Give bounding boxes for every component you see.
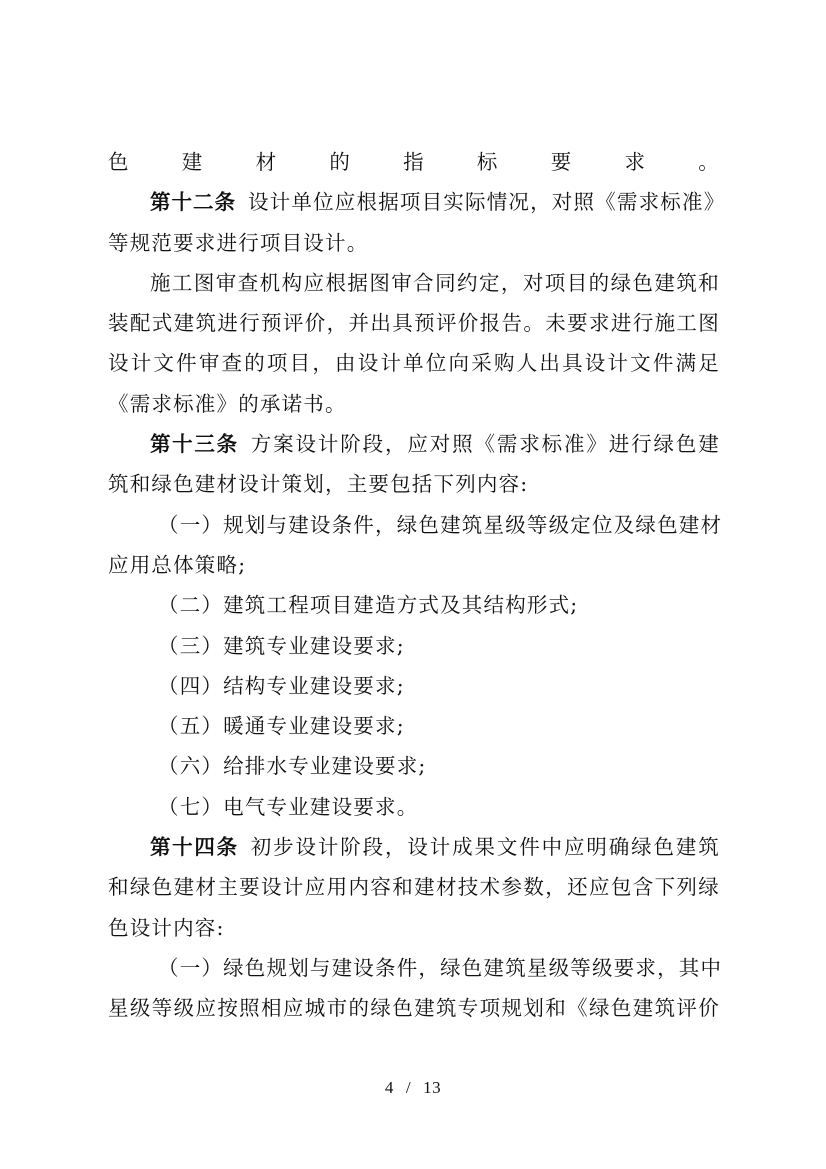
line-text: 星级等级应按照相应城市的绿色建筑专项规划和《绿色建筑评价 xyxy=(108,996,720,1021)
list-item xyxy=(108,787,720,827)
line-text: （六）给排水专业建设要求; xyxy=(158,754,427,779)
article-13-heading-line xyxy=(108,424,720,464)
line-text: 方案设计阶段，应对照《需求标准》进行绿色建 xyxy=(250,432,720,457)
line-text: 色建材的指标要求。 xyxy=(108,150,720,174)
text-line xyxy=(108,908,720,948)
line-text: （五）暖通专业建设要求; xyxy=(158,714,405,739)
line-text: 筑和绿色建材设计策划，主要包括下列内容: xyxy=(108,472,529,497)
paragraph-start-line xyxy=(108,263,720,303)
text-line xyxy=(108,303,720,343)
line-text: 《需求标准》的承诺书。 xyxy=(108,391,347,416)
text-line xyxy=(108,223,720,263)
list-item xyxy=(108,505,723,545)
list-item xyxy=(108,666,720,706)
list-item xyxy=(108,948,723,988)
line-text: 等规范要求进行项目设计。 xyxy=(108,230,369,255)
list-item xyxy=(108,626,720,666)
text-line xyxy=(108,343,720,383)
line-text: 和绿色建材主要设计应用内容和建材技术参数，还应包含下列绿 xyxy=(108,875,720,900)
text-line xyxy=(108,545,720,585)
line-text: 设计文件审查的项目，由设计单位向采购人出具设计文件满足 xyxy=(108,351,720,376)
line-text: （七）电气专业建设要求。 xyxy=(158,794,419,819)
list-item xyxy=(108,706,720,746)
page-separator: / xyxy=(405,1078,412,1097)
line-text: 应用总体策略; xyxy=(108,552,247,577)
line-text: 初步设计阶段，设计成果文件中应明确绿色建筑 xyxy=(250,835,720,860)
text-line xyxy=(108,142,720,182)
line-text: （三）建筑专业建设要求; xyxy=(158,633,405,658)
article-14-heading-line xyxy=(108,827,720,867)
article-number: 第十二条 xyxy=(150,190,236,215)
line-text: 装配式建筑进行预评价，并出具预评价报告。未要求进行施工图 xyxy=(108,311,720,336)
line-text: 色设计内容: xyxy=(108,915,225,940)
list-item xyxy=(108,746,720,786)
text-line xyxy=(108,384,720,424)
list-item xyxy=(108,585,720,625)
article-number: 第十四条 xyxy=(150,835,239,860)
page-number-footer xyxy=(0,1078,826,1098)
article-12-heading-line xyxy=(108,182,726,222)
line-text: （一）绿色规划与建设条件，绿色建筑星级等级要求，其中 xyxy=(158,955,723,980)
text-line xyxy=(108,988,720,1028)
line-text: （四）结构专业建设要求; xyxy=(158,673,405,698)
line-text: 设计单位应根据项目实际情况，对照《需求标准》 xyxy=(248,190,726,215)
line-text: （一）规划与建设条件，绿色建筑星级等级定位及绿色建材 xyxy=(158,512,723,537)
line-text: 施工图审查机构应根据图审合同约定，对项目的绿色建筑和 xyxy=(150,270,720,295)
line-text: （二）建筑工程项目建造方式及其结构形式; xyxy=(158,593,579,618)
text-line xyxy=(108,867,720,907)
document-body xyxy=(108,142,726,1029)
text-line xyxy=(108,464,720,504)
current-page-number: 4 xyxy=(384,1078,394,1097)
article-number: 第十三条 xyxy=(150,432,239,457)
total-pages-number: 13 xyxy=(423,1078,442,1097)
